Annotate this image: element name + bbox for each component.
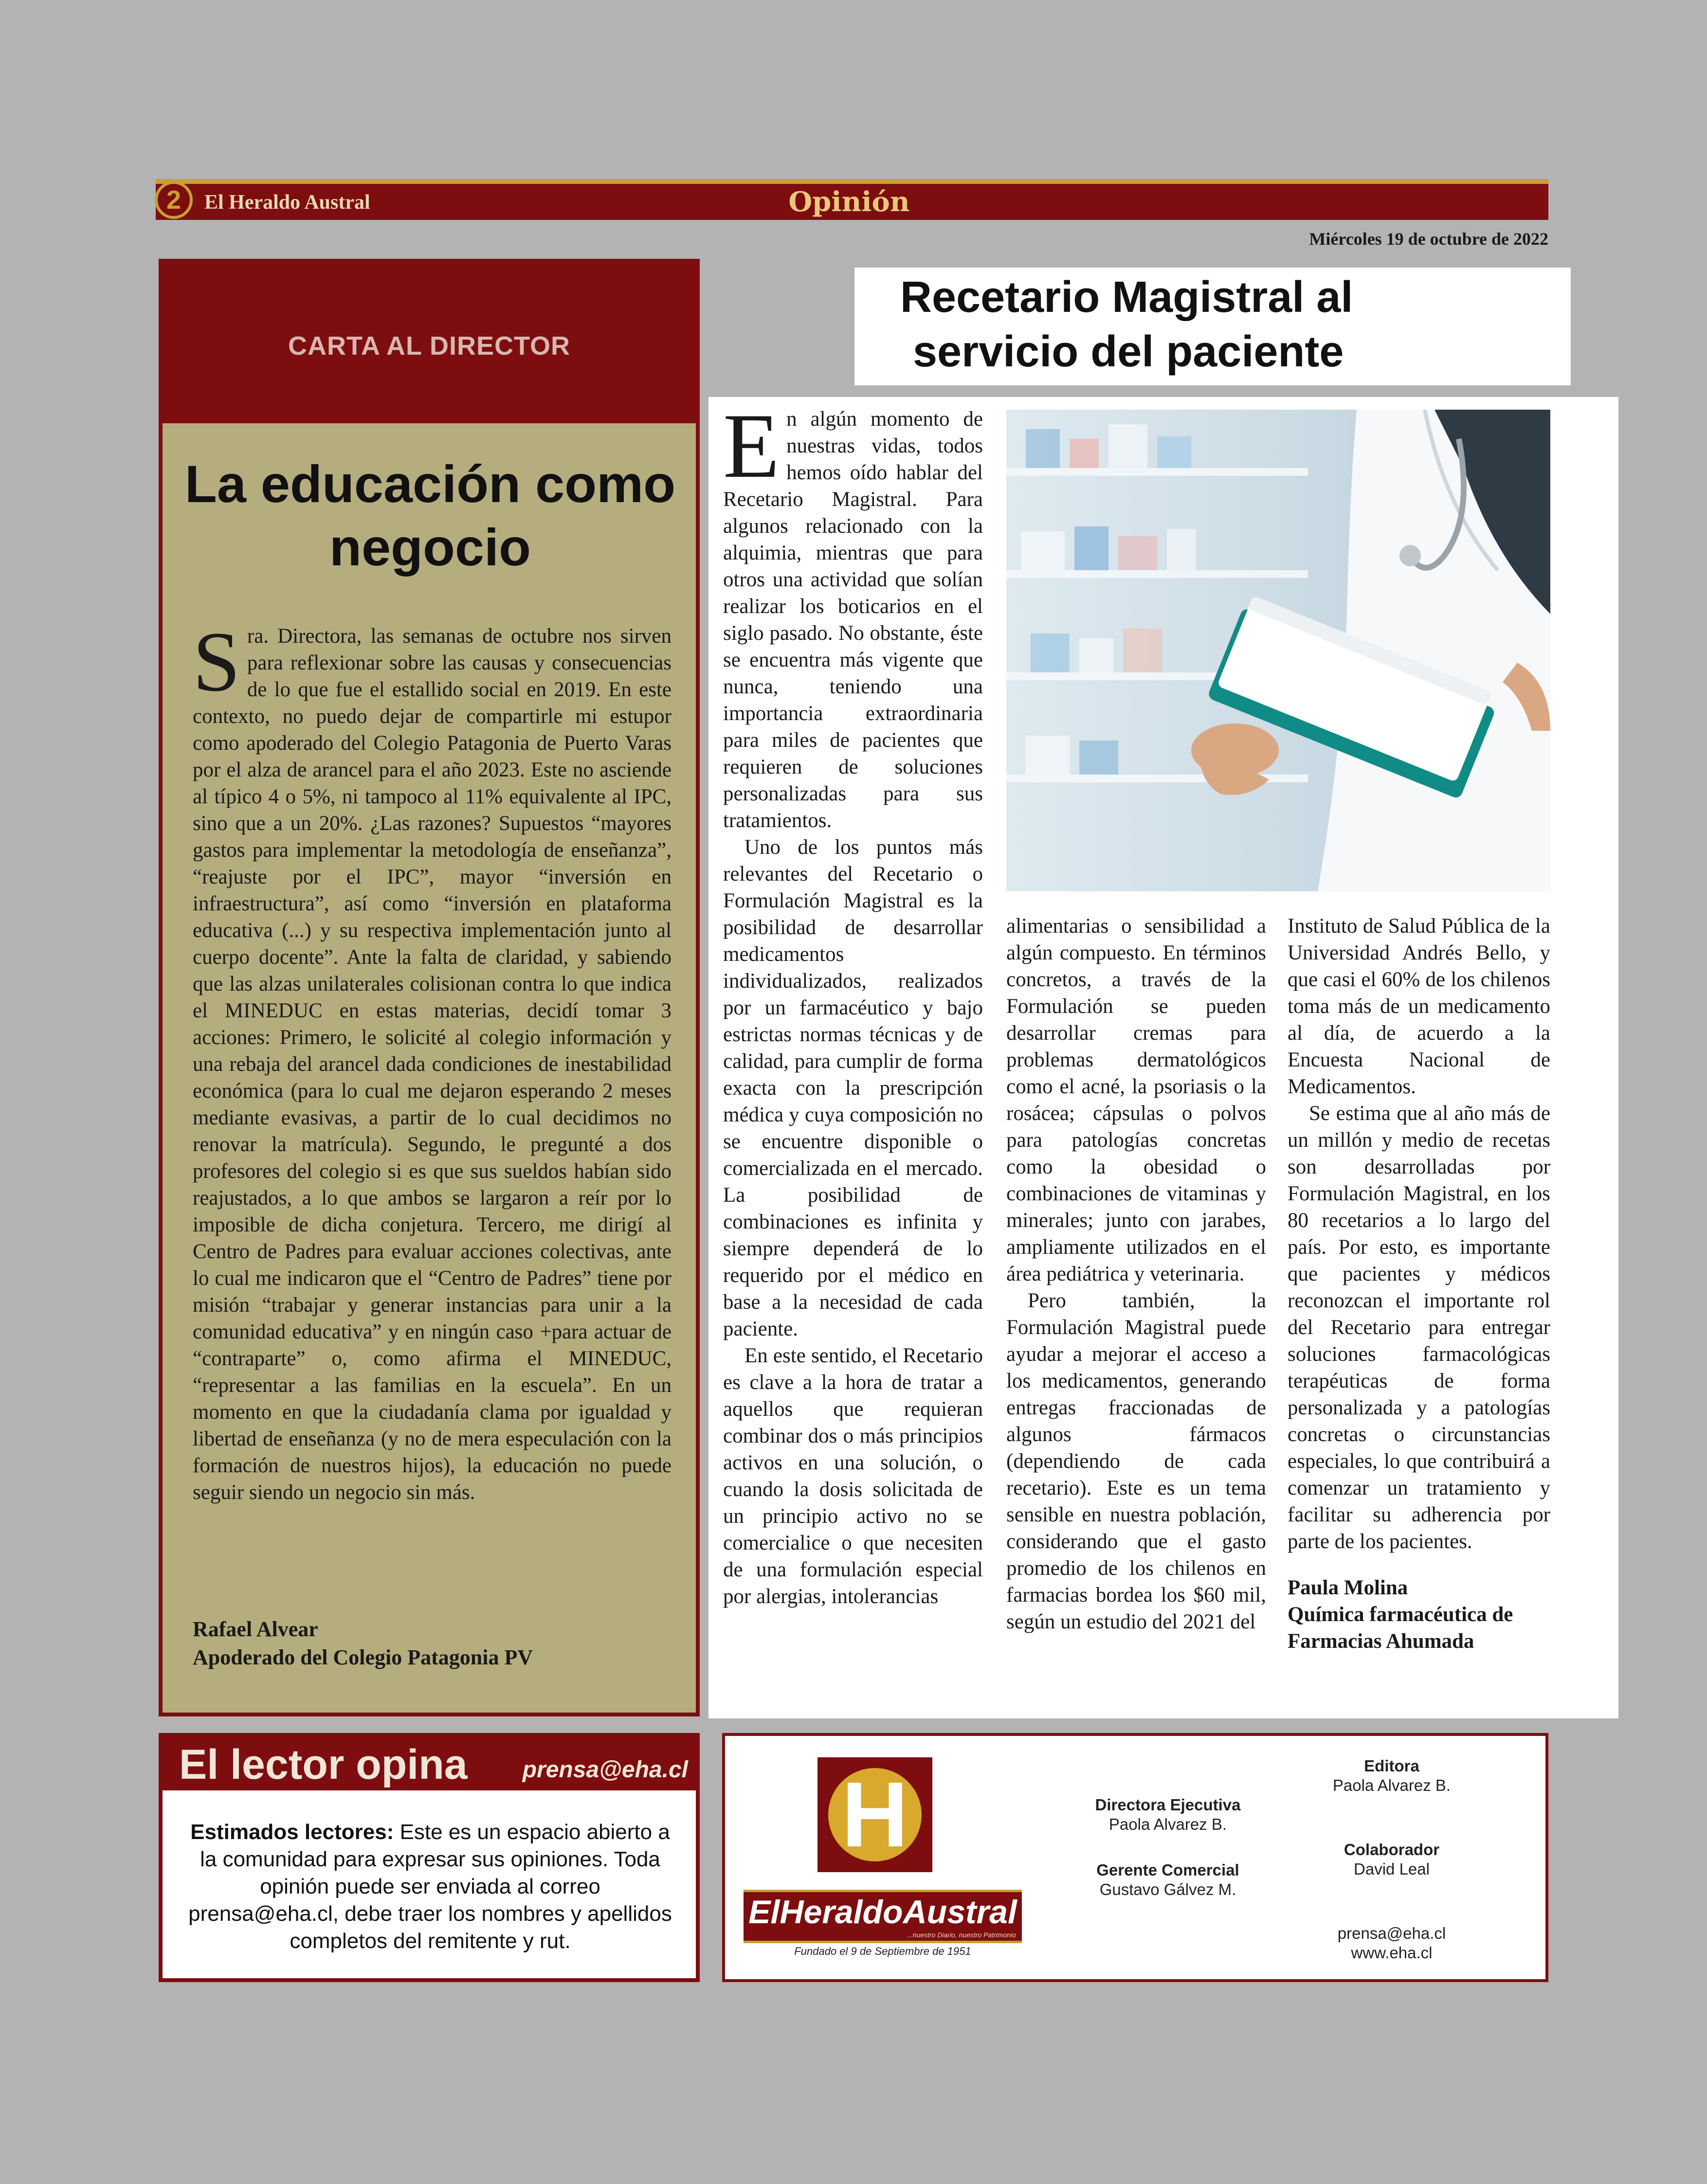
contact-web-link[interactable]: www.eha.cl — [1351, 1944, 1433, 1962]
article — [708, 397, 1618, 1718]
letter-header-band — [163, 263, 696, 423]
staff-directora: Directora Ejecutiva Paola Alvarez B. — [1095, 1796, 1241, 1833]
pharmacist-photo — [1006, 410, 1550, 891]
staff-editora: Editora Paola Alvarez B. — [1332, 1757, 1451, 1794]
letter-body — [193, 614, 672, 1506]
article-paragraph: Pero también, la Formulación Magistral puede ayudar a mejorar el acceso a los medicamentos, generando entregas fraccionadas de algunos fármacos (dependiendo de cada recetario). Este es un tema sensible en nuestra población, considerando que el gasto promedio de los chilenos en farmacias bordea los $60 mil, según un estudio del 2021 del — [1006, 1289, 1266, 1633]
article-paragraph: Se estima que al año más de un millón y medio de recetas son desarrolladas por Formulación Magistral, en los 80 recetarios a lo largo del país. Por esto, es importante que pacientes y médicos reconozcan el importante rol del Recetario para entregar soluciones farmacológicas terapéuticas de forma personalizada y a patologías concretas o circunstancias especiales, lo que contribuirá a comenzar un tratamiento y facilitar su adherencia por parte de los pacientes. — [1288, 1102, 1550, 1553]
masthead-box — [722, 1733, 1548, 1982]
logo-wordmark — [744, 1890, 1022, 1943]
contact-info — [1289, 1924, 1494, 1963]
article-paragraph: alimentarias o sensibilidad a algún compuesto. En términos concretos, a través de la Formulación se pueden desarrollar cremas para problemas dermatológicos como el acné, la psoriasis o la rosácea; cápsulas o polvos para patologías concretas como la obesidad o combinaciones de vitaminas y minerales; junto con jarabes, ampliamente utilizados en el área pediátrica y veterinaria. — [1006, 915, 1266, 1285]
article-title-box — [854, 268, 1571, 385]
header-gold-rule — [156, 179, 1548, 184]
founded-date: Fundado el 9 de Septiembre de 1951 — [794, 1945, 971, 1957]
staff-colaborador: Colaborador David Leal — [1344, 1841, 1440, 1878]
article-dropcap: E — [723, 395, 780, 497]
heraldo-logo-icon — [817, 1757, 932, 1872]
logo-slogan: ...nuestro Diario, nuestro Patrimonio — [907, 1931, 1016, 1939]
letter-kicker: CARTA AL DIRECTOR — [288, 331, 570, 361]
article-column-1 — [723, 395, 983, 1610]
reader-opinion-box — [159, 1733, 700, 1982]
article-title-line-1: Recetario Magistral al — [900, 273, 1353, 322]
article-author-role-2: Farmacias Ahumada — [1288, 1630, 1474, 1653]
article-paragraph: Uno de los puntos más relevantes del Recetario o Formulación Magistral es la posibilidad de desarrollar medicamentos individualizados, realizados por un farmacéutico y bajo estrictas normas técnicas y de calidad, para cumplir de forma exacta con la prescripción médica y cuya composición no se encuentre disponible o comercializada en el mercado. La posibilidad de combinaciones es infinita y siempre dependerá de lo requerido por el médico en base a la necesidad de cada paciente. — [723, 836, 983, 1340]
section-name: Opinión — [788, 186, 910, 218]
article-column-3 — [1288, 913, 1550, 1655]
article-signature — [1288, 1574, 1550, 1655]
reader-email-link[interactable]: prensa@eha.cl — [522, 1757, 688, 1783]
logo-letter: H — [841, 1763, 908, 1866]
logo-word: ElHeraldoAustral — [748, 1894, 1017, 1931]
letter-author-role: Apoderado del Colegio Patagonia PV — [193, 1645, 533, 1669]
letter-author: Rafael Alvear — [193, 1617, 318, 1641]
article-paragraph: En este sentido, el Recetario es clave a la hora de tratar a aquellos que requieran combinar dos o más principios activos en una solución, o cuando la dosis solicitada de un principio activo no se comercialice o que necesiten de una formulación especial por alergias, intolerancias — [723, 1344, 983, 1608]
article-column-2 — [1006, 913, 1266, 1635]
article-title-line-2: servicio del paciente — [913, 327, 1344, 376]
paper-name: El Heraldo Austral — [204, 191, 370, 214]
letter-to-director — [159, 259, 700, 1716]
reader-text: Estimados lectores: Este es un espacio abierto a la comunidad para expresar sus opiniones. Toda opinión puede ser enviada al correo prensa@eha.cl, debe traer los nombres y apellidos completos del remitente y rut. — [188, 1820, 672, 1953]
page-number: 2 — [155, 181, 193, 219]
staff-gerente: Gerente Comercial Gustavo Gálvez M. — [1096, 1861, 1239, 1898]
letter-headline: La educación como negocio — [184, 454, 676, 577]
article-paragraph: En algún momento de nuestras vidas, todos hemos oído hablar del Recetario Magistral. Para algunos relacionado con la alquimia, mientras que para otros una actividad que solían realizar los boticarios en el siglo pasado. No obstante, éste se encuentra más vigente que nunca, teniendo una importancia extraordinaria para miles de pacientes que requieren de soluciones personalizadas para sus tratamientos. — [723, 395, 983, 832]
letter-dropcap: S — [193, 614, 240, 709]
letter-signature — [193, 1615, 679, 1672]
letter-text: ra. Directora, las semanas de octubre nos sirven para reflexionar sobre las causas y consecuencias de lo que fue el estallido social en 2019. En este contexto, no puedo dejar de compartirle mi estupor como apoderado del Colegio Patagonia de Puerto Varas por el alza de arancel para el año 2023. Este no asciende al típico 4 o 5%, ni tampoco al 11% equivalente al IPC, sino que a un 20%. ¿Las razones? Supuestos “mayores gastos para implementar la metodología de enseñanza”, “reajuste por el IPC”, mayor “inversión en infraestructura”, así como “inversión en plataforma educativa (...) y su respectiva implementación junto al cuerpo docente”. Ante la falta de claridad, y sabiendo que las alzas unilaterales colisionan contra lo que indica el MINEDUC en estas materias, decidí tomar 3 acciones: Primero, le solicité al colegio información y una rebaja del arancel dada condiciones de inestabilidad económica (para lo cual me dejaron esperando 2 meses mediante evasivas, a partir de lo cual decidimos no renovar la matrícula). Segundo, le pregunté a dos profesores del colegio si es que sus sueldos habían sido reajustados, a lo que ambos se largaron a reír por lo imposible de dicha conjetura. Tercero, me dirigí al Centro de Padres para evaluar acciones colectivas, ante lo cual me indicaron que el “Centro de Padres” tiene por misión “trabajar y generar instancias para unir a la comunidad educativa” y en ningún caso +para actuar de “contraparte” o, como afirma el MINEDUC, “representar a las familias en la escuela”. En un momento en que la ciudadanía clama por igualdad y libertad de enseñanza (y no de mera especulación con la formación de nuestros hijos), la educación no puede seguir siendo un negocio sin más. — [193, 625, 672, 1504]
reader-lead: Estimados lectores: — [190, 1820, 394, 1844]
article-paragraph: Instituto de Salud Pública de la Universidad Andrés Bello, y que casi el 60% de los chilenos toma más de un medicamento al día, de acuerdo a la Encuesta Nacional de Medicamentos. — [1288, 915, 1550, 1098]
issue-date: Miércoles 19 de octubre de 2022 — [1309, 229, 1548, 249]
article-author-role-1: Química farmacéutica de — [1288, 1603, 1513, 1626]
article-author: Paula Molina — [1288, 1576, 1408, 1599]
reader-header-band — [163, 1737, 696, 1790]
contact-email-link[interactable]: prensa@eha.cl — [1337, 1924, 1446, 1942]
reader-title: El lector opina — [179, 1741, 468, 1788]
